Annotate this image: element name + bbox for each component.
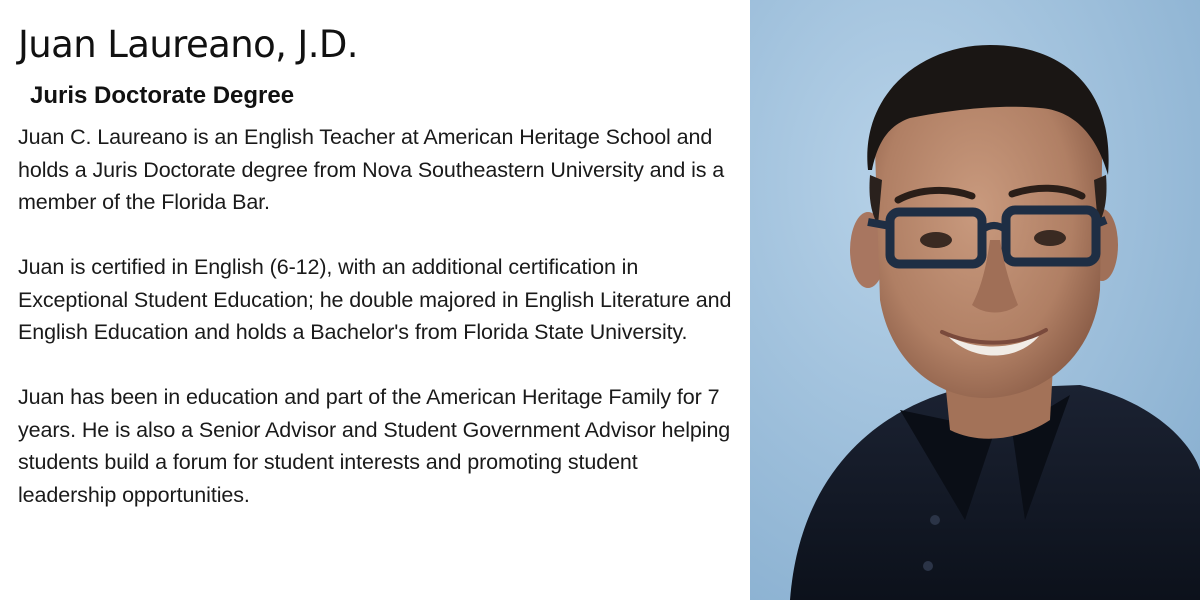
- eye-left: [920, 232, 952, 248]
- degree-heading: Juris Doctorate Degree: [30, 82, 295, 109]
- shirt-button: [930, 515, 940, 525]
- portrait-photo: [750, 0, 1200, 600]
- bio-paragraph-2: Juan is certified in English (6-12), with an additional certification in Exceptional Student Education; he double majored in English Literature and English Education and holds a Bachelor's from Florida State University.: [18, 255, 732, 344]
- bio-paragraph-3: Juan has been in education and part of the American Heritage Family for 7 years. He is also a Senior Advisor and Student Government Advisor helping students build a forum for student interests and promoting student leadership opportunities.: [18, 385, 731, 507]
- bio-text: [18, 121, 733, 544]
- bio-paragraph-1: Juan C. Laureano is an English Teacher at American Heritage School and holds a Juris Doctorate degree from Nova Southeastern University and is a member of the Florida Bar.: [18, 125, 725, 214]
- profile-text-column: [18, 0, 738, 600]
- eye-right: [1034, 230, 1066, 246]
- portrait-illustration: [750, 0, 1200, 600]
- shirt-button: [923, 561, 933, 571]
- profile-name: Juan Laureano, J.D.: [18, 23, 358, 66]
